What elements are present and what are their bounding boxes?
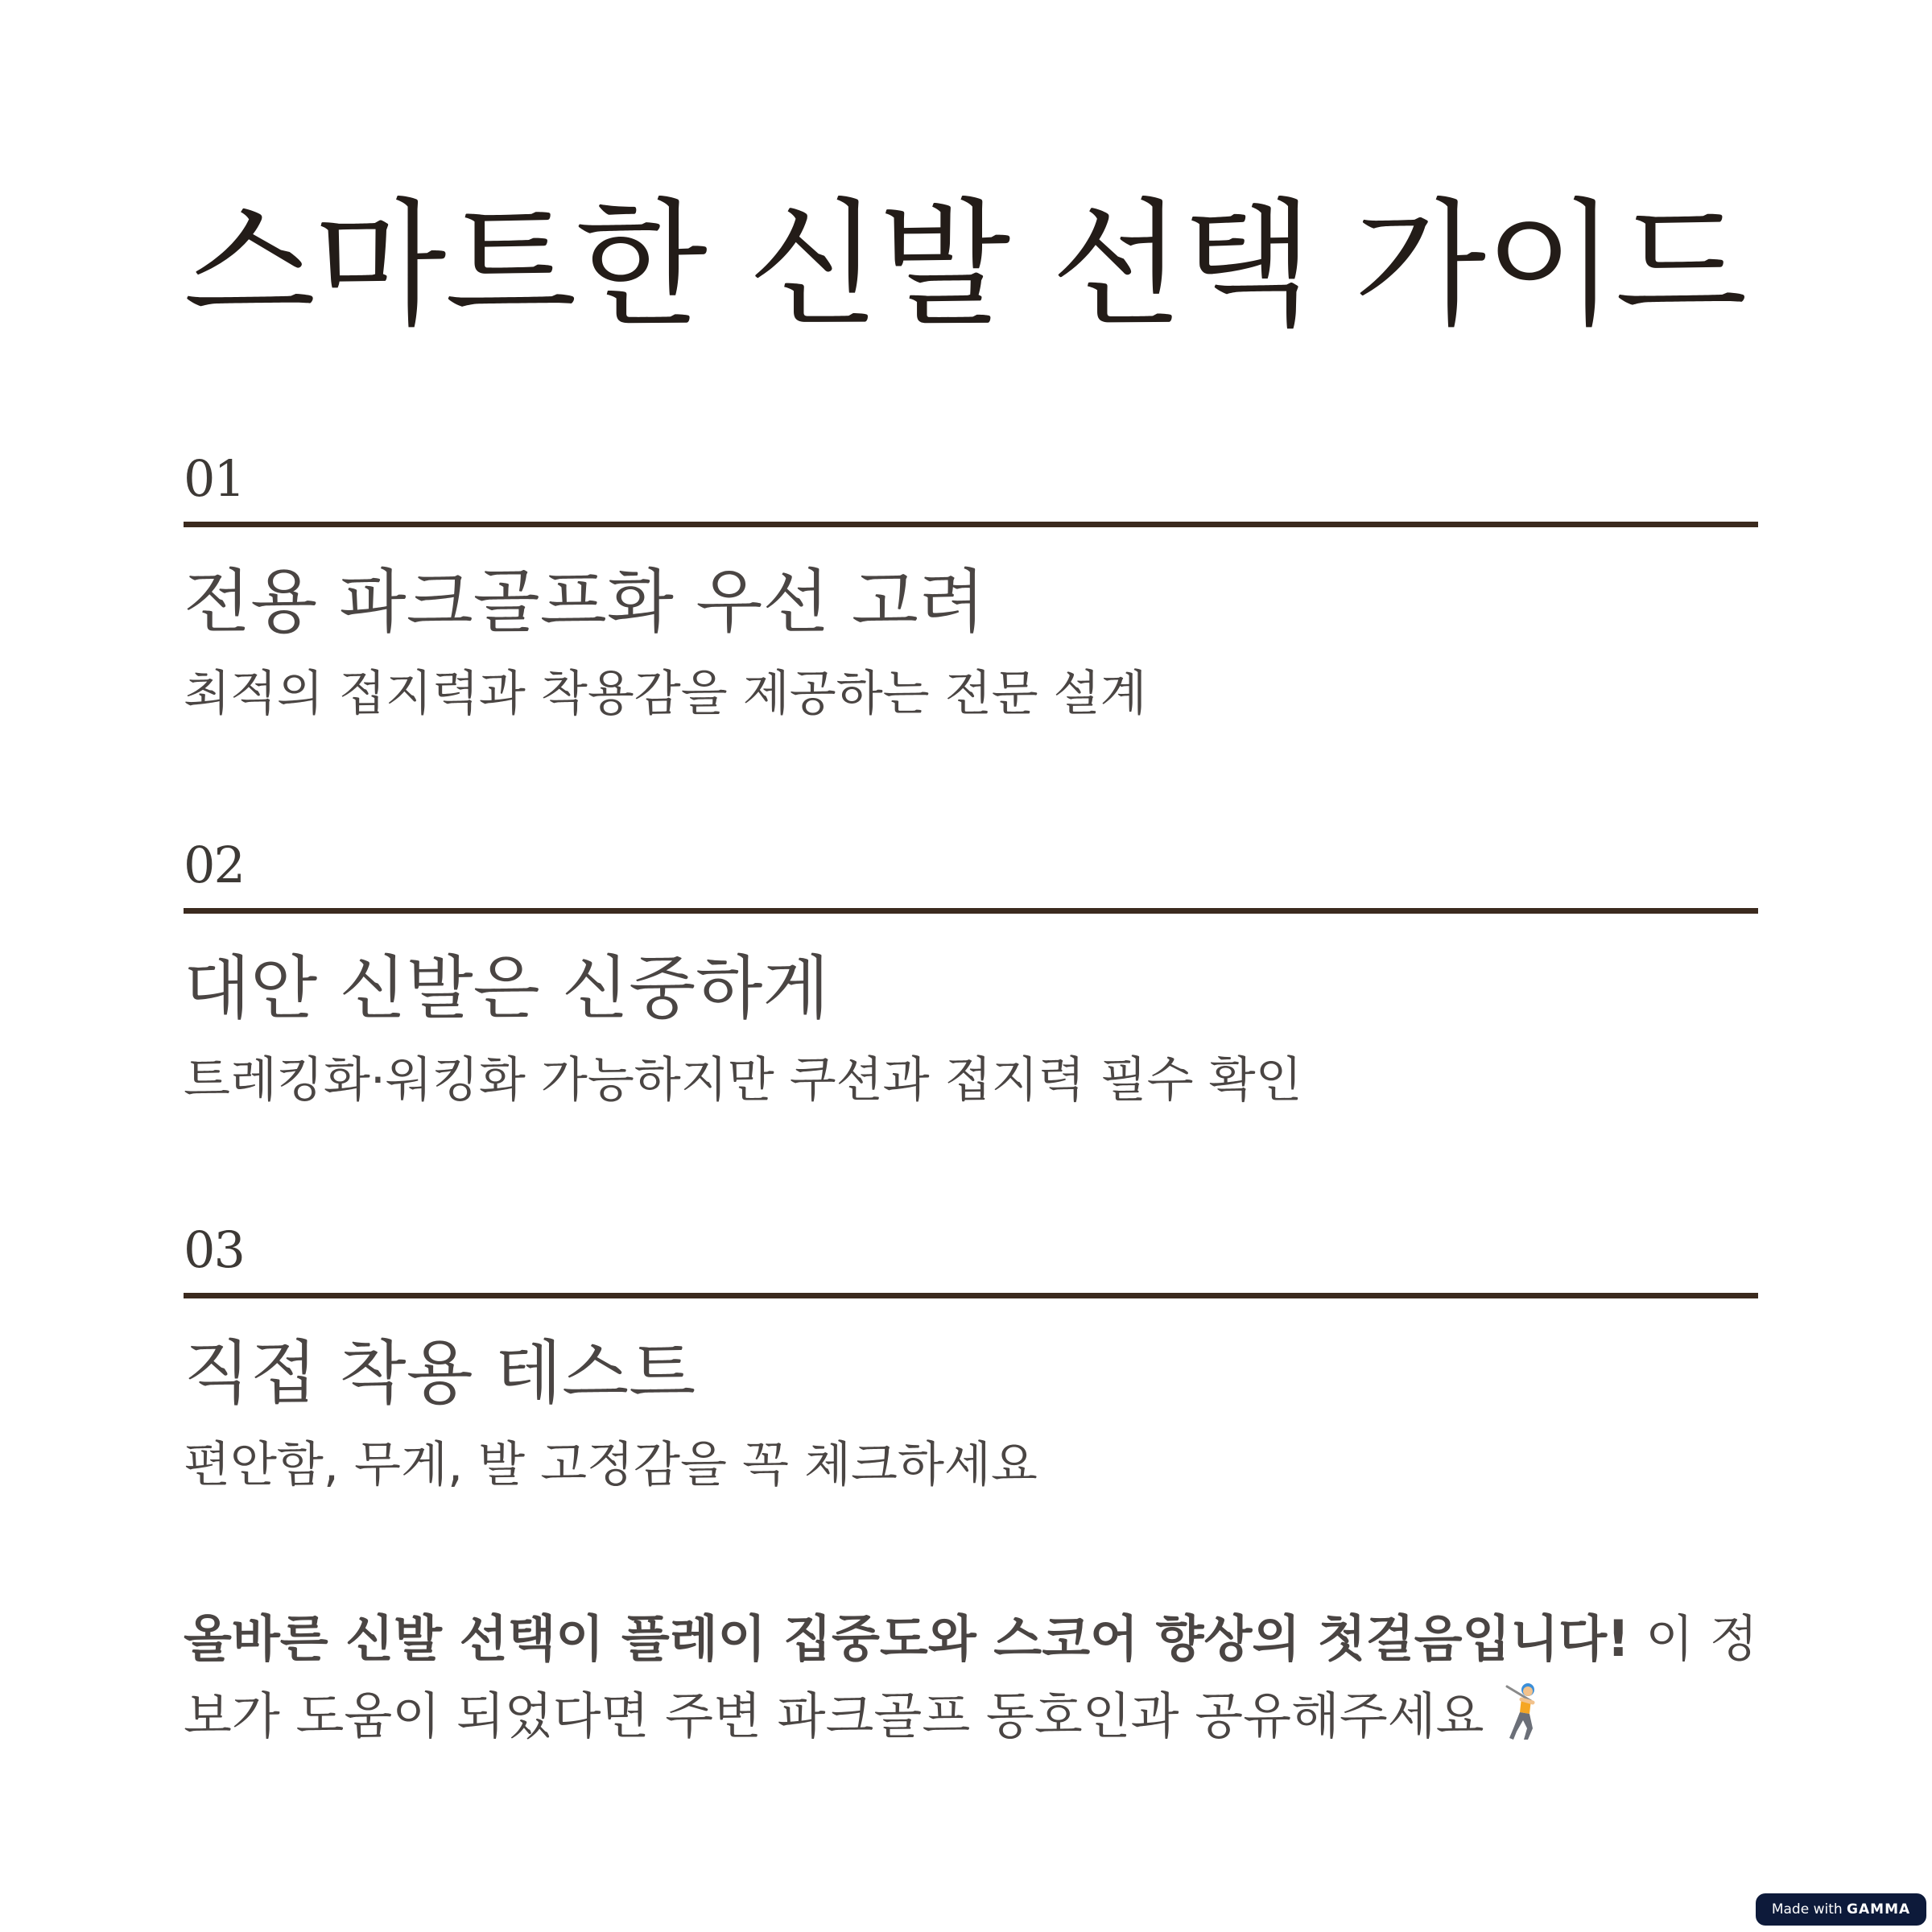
badge-label: Made with (1771, 1901, 1843, 1918)
section-number: 01 (184, 449, 244, 508)
section-description: 트레킹화·워킹화 가능하지만 쿠션과 접지력 필수 확인 (184, 1052, 1302, 1108)
golfer-icon (1496, 1682, 1547, 1743)
section-heading: 직접 착용 테스트 (184, 1333, 696, 1414)
section-number: 03 (184, 1220, 244, 1279)
section-divider (184, 1293, 1758, 1298)
section-divider (184, 908, 1758, 914)
section-description: 최적의 접지력과 착용감을 제공하는 전문 설계 (184, 666, 1147, 722)
section-divider (184, 522, 1758, 527)
closing-message (184, 1600, 1761, 1755)
gamma-logo: GAMMA (1847, 1901, 1911, 1918)
page-title: 스마트한 신발 선택 가이드 (184, 186, 1746, 345)
closing-bold-text: 올바른 신발 선택이 플레이 집중도와 스코어 향상의 첫걸음입니다! (184, 1609, 1630, 1668)
closing-normal-text: 이 정보가 도움이 되었다면 주변 파크골프 동호인과 공유해주세요 (184, 1609, 1758, 1745)
section-number: 02 (184, 836, 244, 894)
made-with-gamma-badge[interactable] (1756, 1893, 1926, 1926)
section-description: 편안함, 무게, 발 고정감을 꼭 체크하세요 (184, 1437, 1038, 1493)
section-heading: 전용 파크골프화 우선 고려 (184, 562, 985, 642)
section-heading: 대안 신발은 신중하게 (184, 948, 830, 1029)
